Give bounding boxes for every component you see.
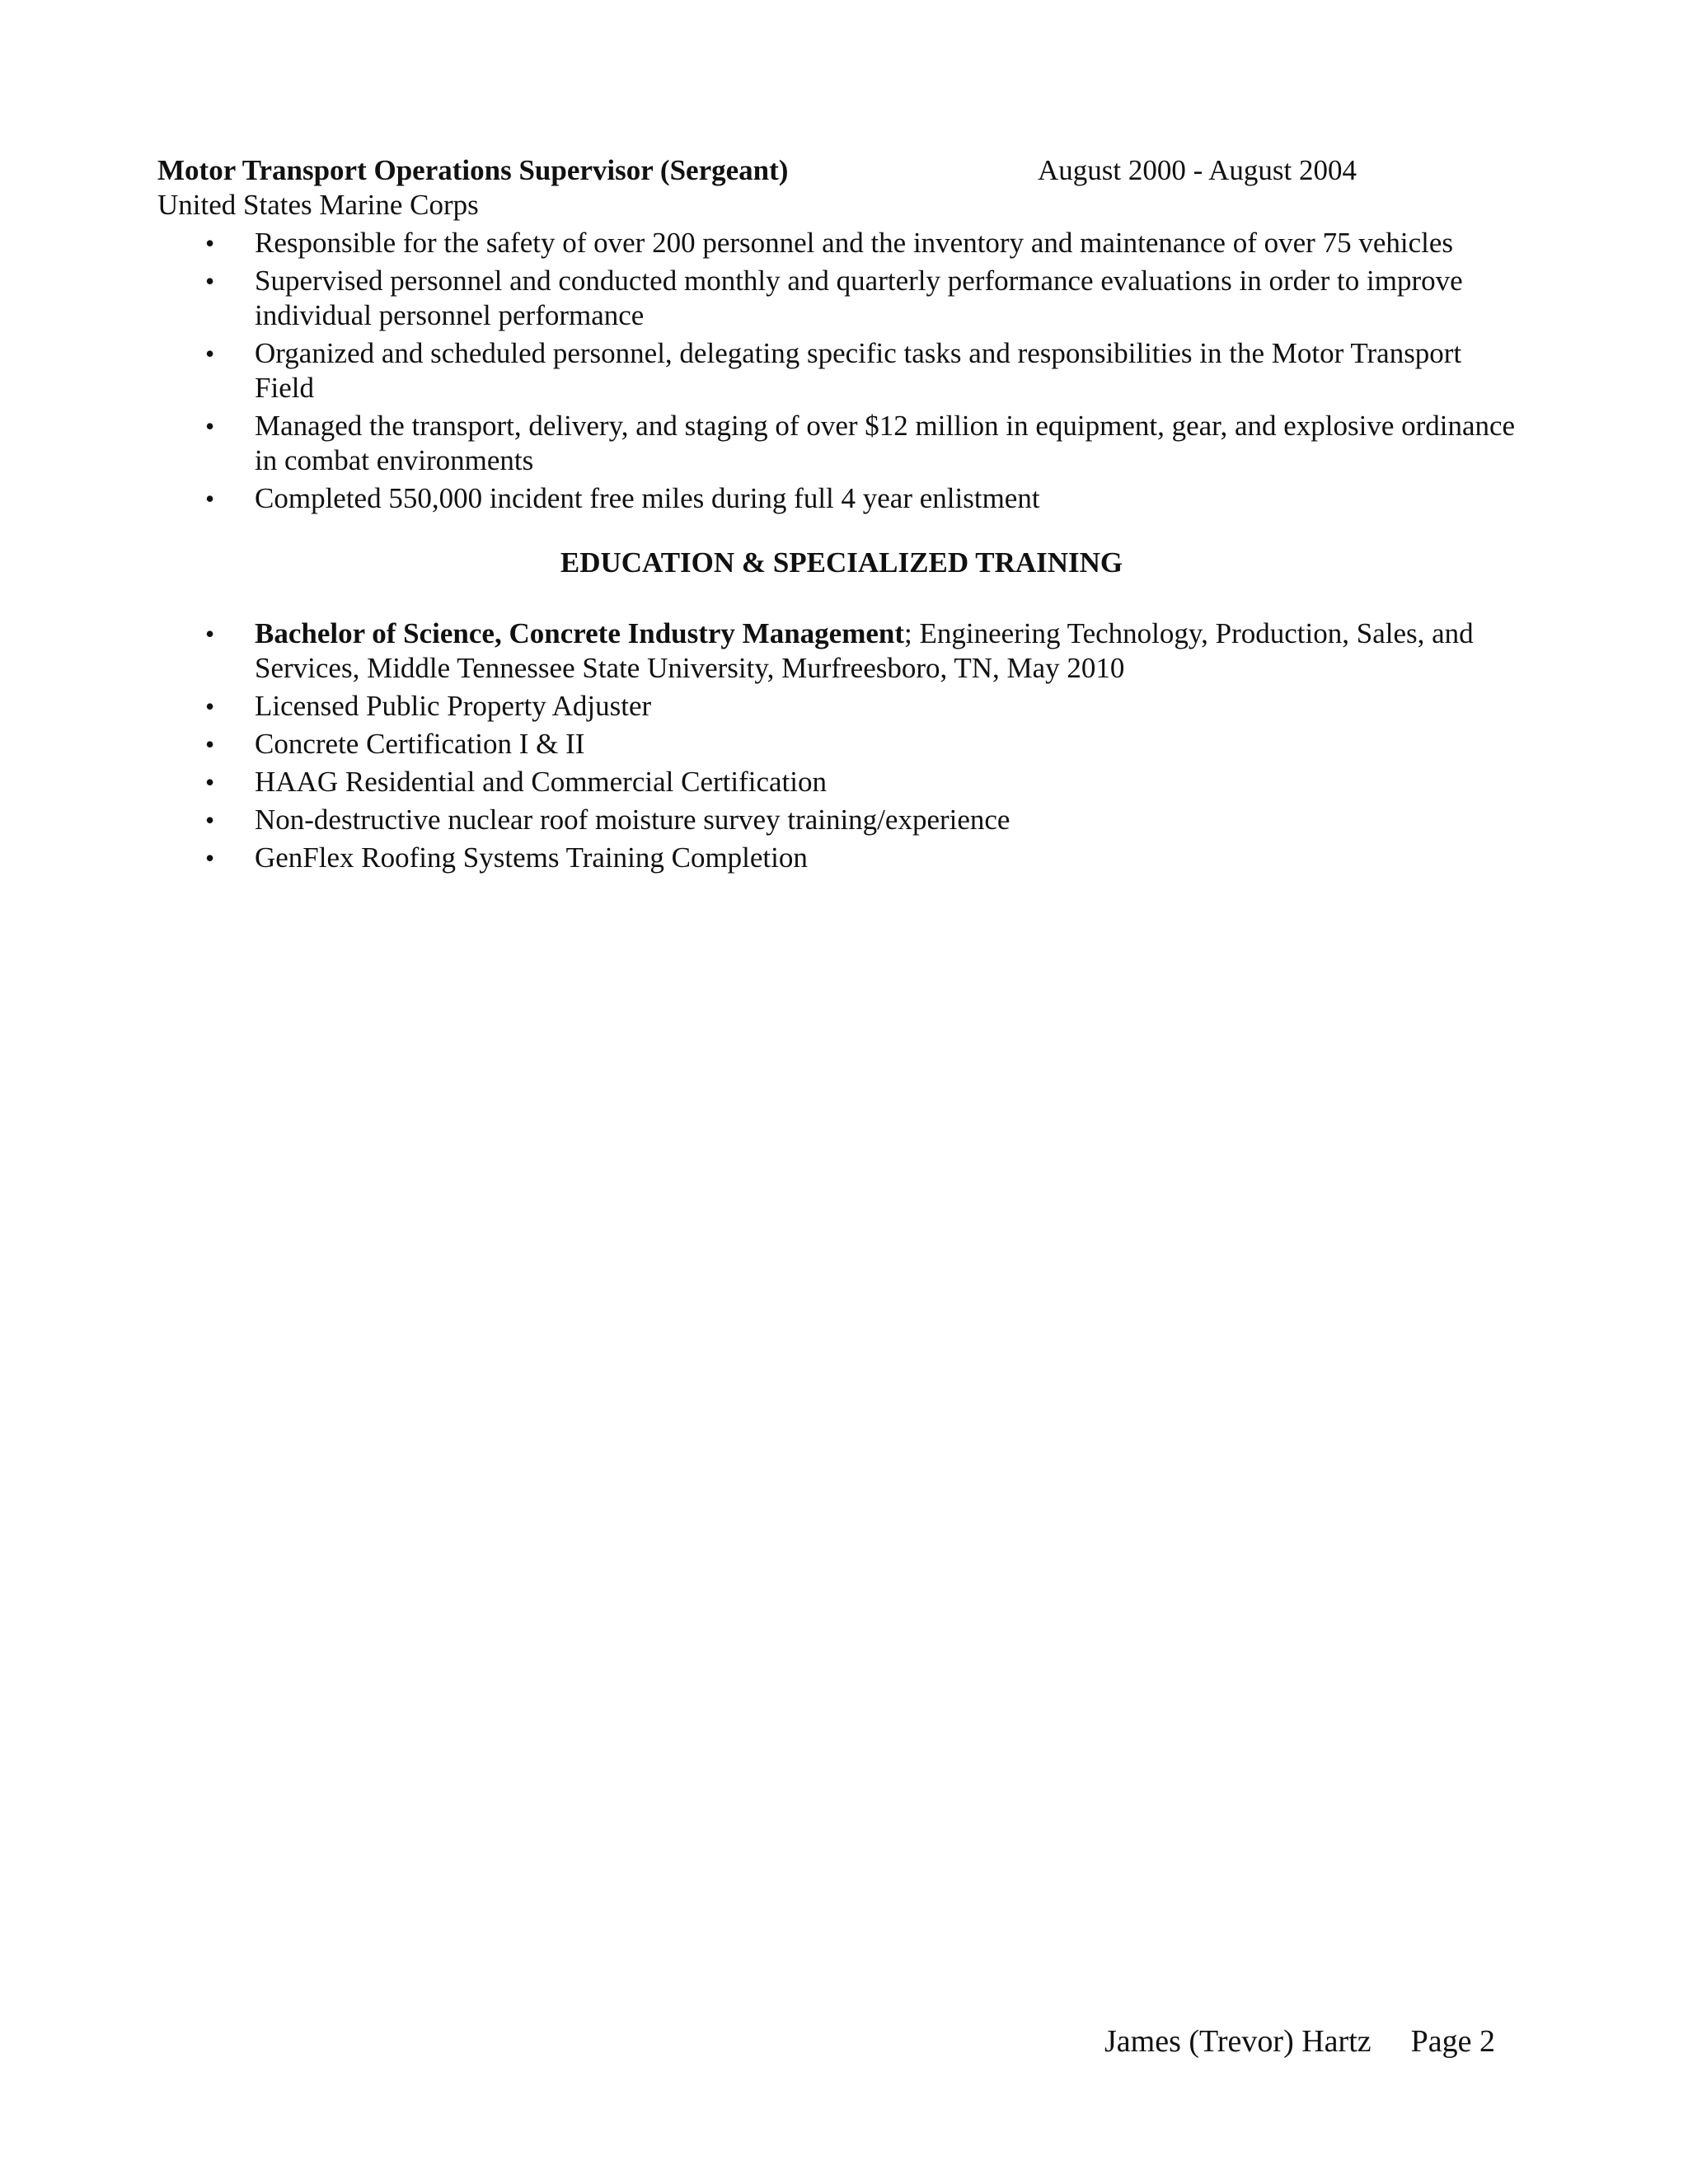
list-item	[157, 803, 1526, 837]
bullet-icon: •	[205, 767, 215, 797]
bullet-icon: •	[205, 339, 215, 368]
bullet-icon: •	[205, 691, 215, 721]
bullet-icon: •	[205, 484, 215, 513]
footer-name: James (Trevor) Hartz	[1104, 2024, 1372, 2059]
degree-title: Bachelor of Science, Concrete Industry Management	[255, 617, 905, 649]
job-title: Motor Transport Operations Supervisor (Sergeant)	[157, 154, 789, 186]
bullet-text: Completed 550,000 incident free miles during full 4 year enlistment	[255, 482, 1040, 514]
bullet-icon: •	[205, 411, 215, 441]
bullet-icon: •	[205, 228, 215, 258]
bullet-text: Supervised personnel and conducted monthly and quarterly performance evaluations in order to improve individual personnel performance	[255, 265, 1463, 331]
list-item	[157, 689, 1526, 724]
bullet-icon: •	[205, 843, 215, 873]
list-item	[157, 264, 1526, 333]
list-item	[157, 841, 1526, 875]
list-item	[157, 409, 1526, 478]
bullet-text: GenFlex Roofing Systems Training Completion	[255, 841, 808, 874]
education-heading: EDUCATION & SPECIALIZED TRAINING	[560, 546, 1123, 579]
bullet-text: Responsible for the safety of over 200 personnel and the inventory and maintenance of over 75 vehicles	[255, 227, 1453, 259]
bullet-icon: •	[205, 729, 215, 759]
job-dates: August 2000 - August 2004	[1038, 154, 1357, 186]
bullet-icon: •	[205, 619, 215, 649]
list-item	[157, 336, 1526, 405]
employer: United States Marine Corps	[157, 189, 479, 221]
bullet-text: Non-destructive nuclear roof moisture survey training/experience	[255, 804, 1010, 836]
list-item	[157, 481, 1526, 516]
list-item	[157, 226, 1526, 260]
list-item	[157, 765, 1526, 799]
page-number: Page 2	[1410, 2024, 1495, 2059]
bullet-text: HAAG Residential and Commercial Certification	[255, 766, 827, 798]
bullet-text: Concrete Certification I & II	[255, 728, 585, 760]
list-item	[157, 727, 1526, 762]
bullet-text: Organized and scheduled personnel, delegating specific tasks and responsibilities in the Motor Transport Field	[255, 337, 1462, 404]
job-header	[157, 153, 1526, 188]
degree-details: ; Engineering Technology, Production, Sales, and Services, Middle Tennessee State University, Murfreesboro, TN, May 2010	[255, 617, 1474, 684]
education-list	[157, 616, 1526, 875]
bullet-text: Licensed Public Property Adjuster	[255, 690, 652, 722]
bullet-icon: •	[205, 266, 215, 296]
bullet-icon: •	[205, 805, 215, 835]
list-item	[157, 616, 1526, 686]
job-bullet-list	[157, 226, 1526, 516]
page-footer	[1104, 2023, 1495, 2060]
resume-content	[157, 153, 1526, 875]
bullet-text: Managed the transport, delivery, and staging of over $12 million in equipment, gear, and explosive ordinance in combat environments	[255, 410, 1516, 476]
